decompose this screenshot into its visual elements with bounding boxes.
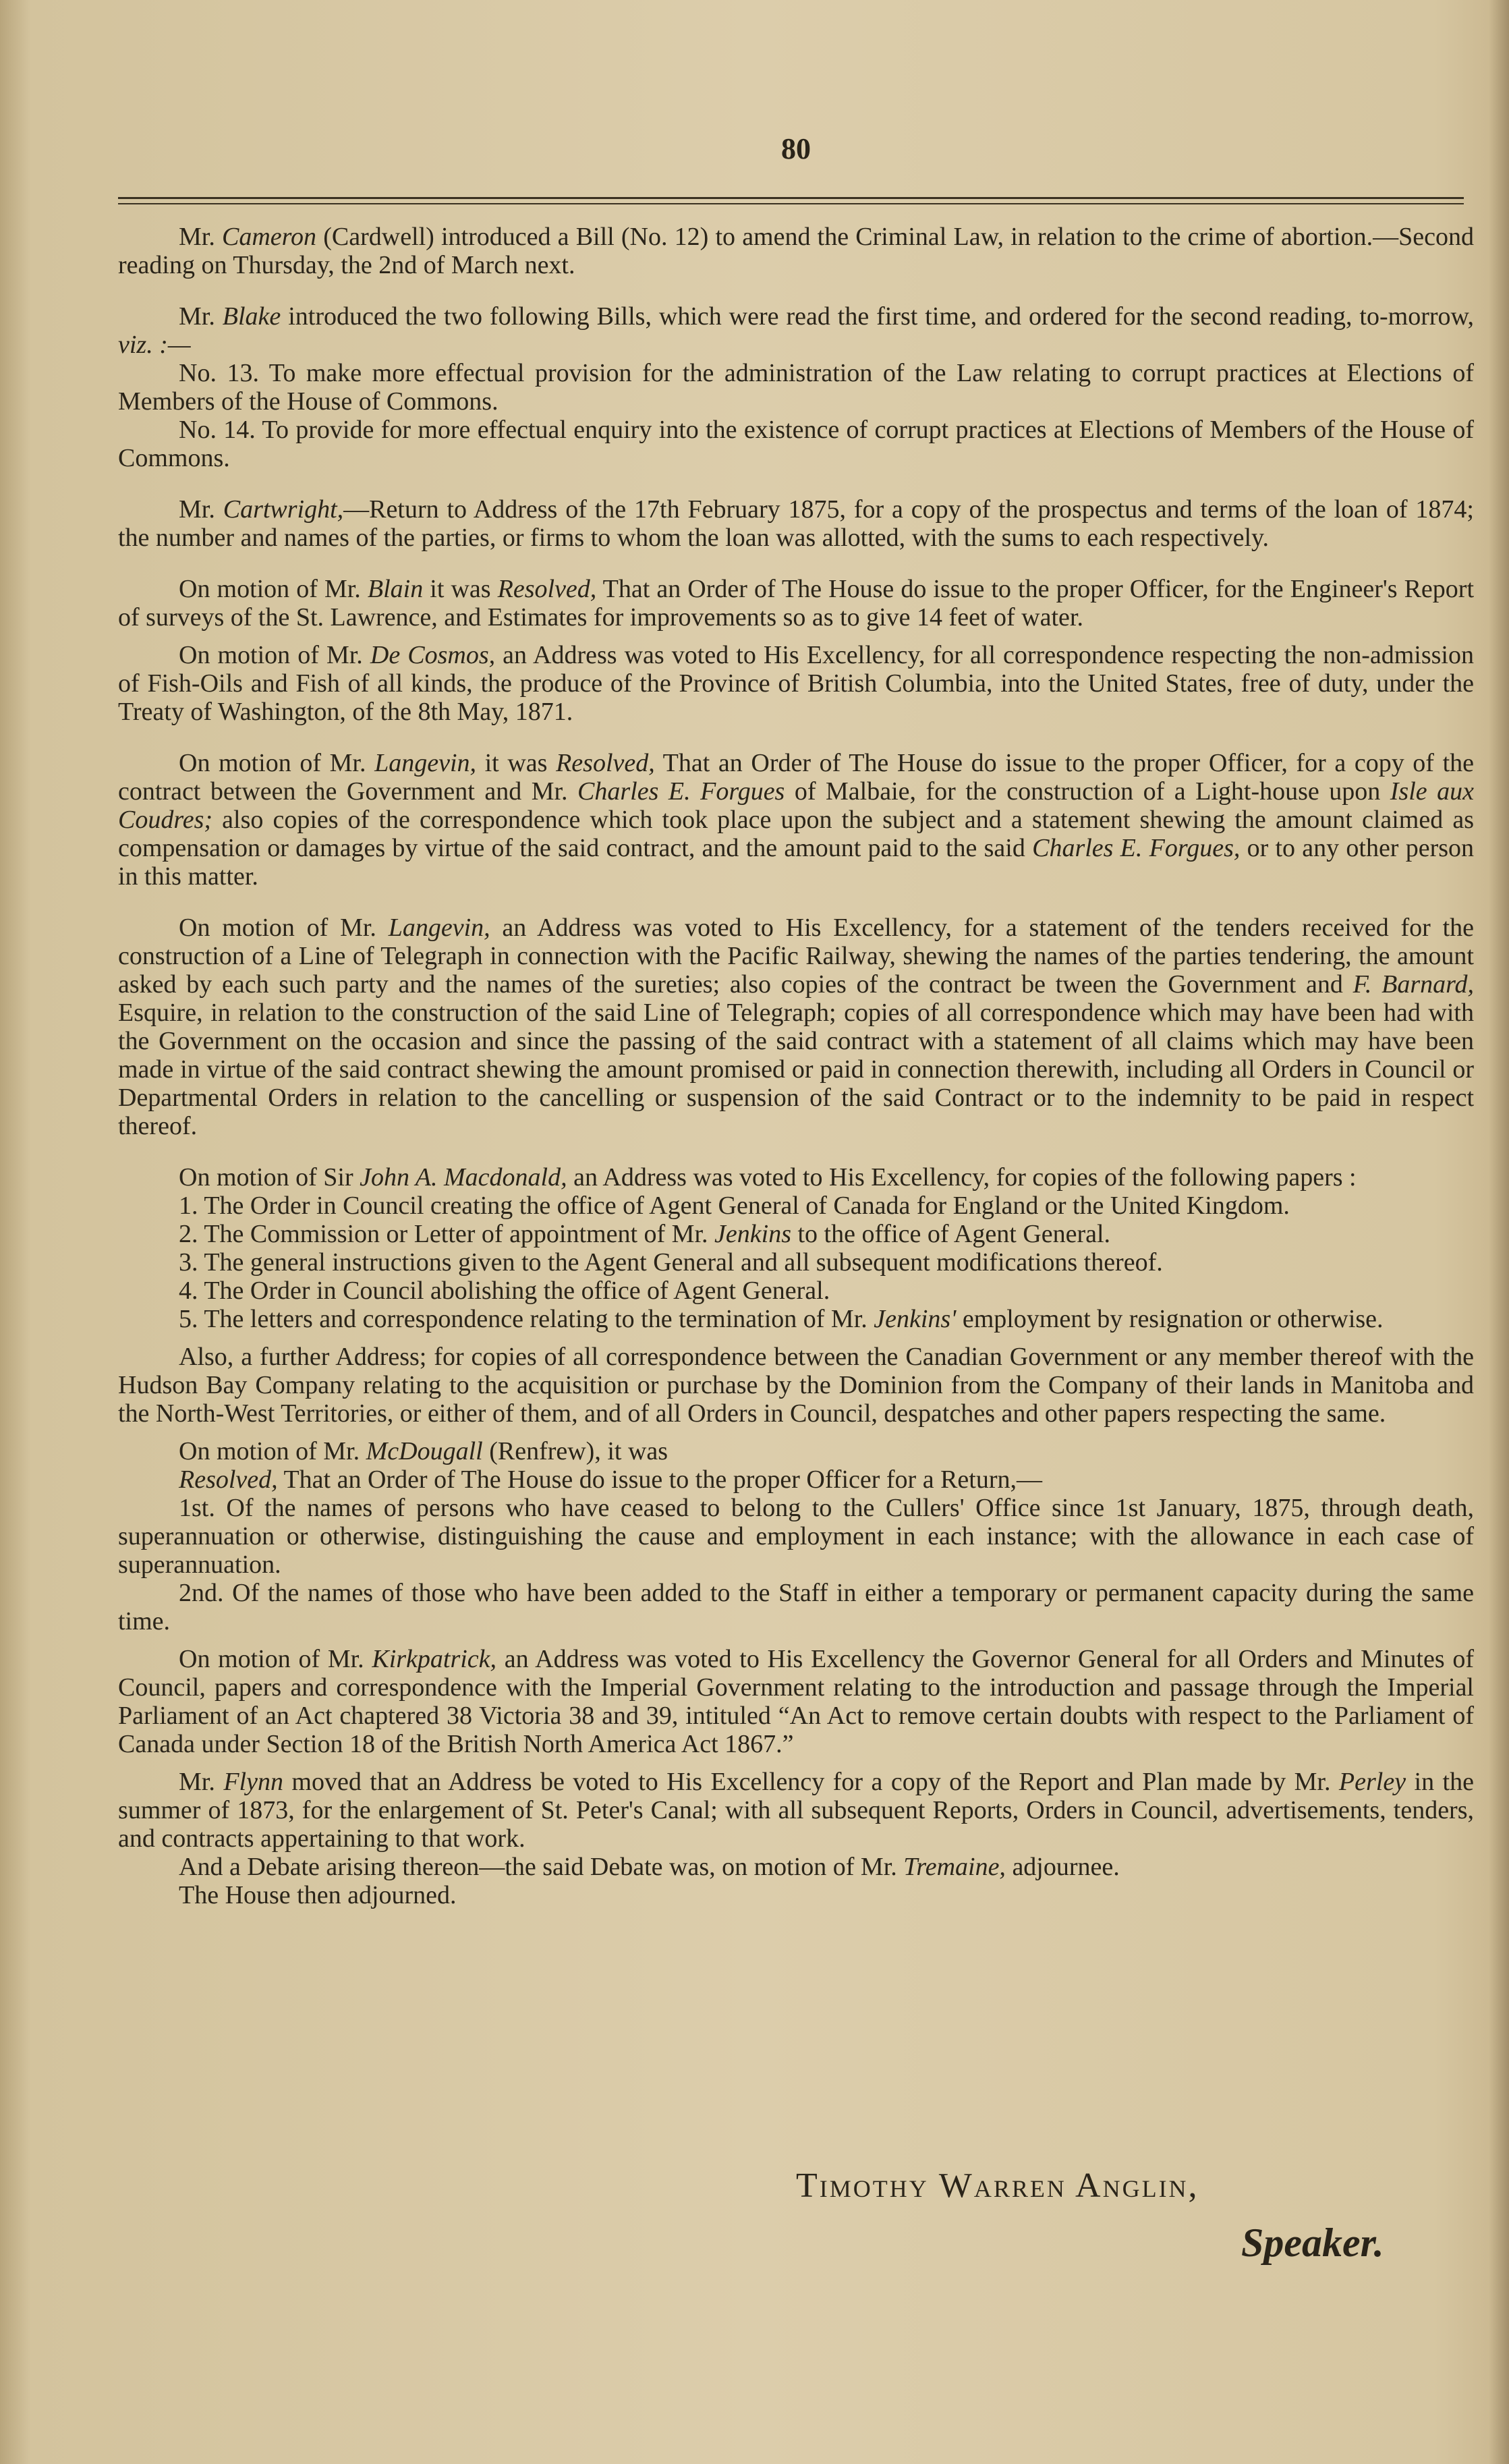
paragraph-langevin-lighthouse [118,749,1474,891]
paragraph-hudson-bay-address [118,1343,1474,1428]
text-run: On motion of Sir [179,1163,360,1192]
text-run: 2. The Commission or Letter of appointment of Mr. [179,1220,715,1248]
speaker-title: Speaker. [1241,2220,1384,2265]
text-run: to the office of Agent General. [791,1220,1111,1248]
journal-body [118,223,1474,1909]
text-run: That an Order of The House do issue to the proper Officer, for the Engineer's Report of surveys of the St. Lawrence, and Estimates for improvements so as to give 14 feet of water. [118,575,1475,632]
paragraph-return-first [118,1494,1474,1579]
italic-run: Langevin, [388,914,490,942]
text-run: adjournee. [1005,1853,1120,1881]
text-run: 1. The Order in Council creating the office of Agent General of Canada for England or the United Kingdom. [179,1192,1290,1220]
italic-run: McDougall [366,1437,483,1465]
list-item [118,1277,1474,1305]
text-run: introduced the two following Bills, which were read the first time, and ordered for the second reading, to-morrow, [281,302,1474,331]
text-run: 5. The letters and correspondence relating to the termination of Mr. [179,1305,874,1333]
italic-run: Charles E. Forgues, [1032,834,1241,862]
paragraph-mcdougall-motion [118,1437,1474,1465]
text-run: Mr. [179,223,223,251]
italic-run: Isle aux Coudres; [118,777,1474,834]
paragraph-blain-motion [118,575,1474,632]
paragraph-langevin-telegraph [118,914,1474,1140]
text-run: And a Debate arising thereon—the said Debate was, on motion of Mr. [179,1853,904,1881]
text-run: That an Order of The House do issue to the proper Officer for a Return,— [277,1465,1042,1494]
paragraph-de-cosmos-motion [118,641,1474,726]
text-run: an Address was voted to His Excellency the Governor General for all Orders and Minutes of Council, papers and correspondence with the Imperial Government relating to the introduction and passage through the Imperial Parliament of an Act chaptered 38 Victoria 38 and 39, intituled “An Act to remove certain doubts with respect to the Parliament of Canada under Section 18 of the British North America Act 1867.” [118,1645,1474,1758]
text-run: On motion of Mr. [179,575,368,603]
text-run: Mr. [179,495,223,524]
text-run: Mr. [179,302,223,331]
text-run: 3. The general instructions given to the Agent General and all subsequent modifications thereof. [179,1248,1163,1277]
text-run: On motion of Mr. [179,749,375,777]
text-run: Also, a further Address; for copies of all correspondence between the Canadian Government or any member thereof with the Hudson Bay Company relating to the acquisition or purchase by the Dominion from the Company of their lands in Manitoba and the North-West Territories, or either of them, and of all Orders in Council, despatches and other papers respecting the same. [118,1343,1474,1428]
list-item [118,1248,1474,1277]
italic-run: Blake [222,302,281,331]
text-run: On motion of Mr. [179,1645,372,1673]
text-run: an Address was voted to His Excellency, for copies of the following papers : [567,1163,1357,1192]
text-run: it was [476,749,557,777]
text-run: On motion of Mr. [179,641,370,669]
speaker-name: Timothy Warren Anglin, [796,2166,1199,2205]
italic-run: Resolved, [556,749,655,777]
text-run: (Renfrew), it was [482,1437,668,1465]
page-number: 80 [781,132,811,165]
paragraph-resolved-return [118,1465,1474,1494]
header-rule-secondary [118,203,1464,204]
italic-run: Cameron [222,223,317,251]
italic-run: John A. Macdonald, [360,1163,567,1192]
paragraph-flynn-motion [118,1768,1474,1853]
italic-run: Resolved, [179,1465,278,1494]
text-run: The House then adjourned. [179,1881,457,1909]
paragraph-macdonald-address [118,1163,1474,1192]
italic-run: Blain [367,575,424,603]
italic-run: Tremaine, [903,1853,1006,1881]
text-run: 1st. Of the names of persons who have ceased to belong to the Cullers' Office since 1st January, 1875, through death, superannuation or otherwise, distinguishing the cause and employment in each instance; with the allowance in each case of superannuation. [118,1494,1474,1579]
paragraph-debate-adjourned [118,1853,1474,1881]
list-item [118,1220,1474,1248]
text-run: —Return to Address of the 17th February 1875, for a copy of the prospectus and terms of the loan of 1874; the number and names of the parties, or firms to whom the loan was allotted, with the sums to each respectively. [118,495,1474,552]
text-run: employment by resignation or otherwise. [956,1305,1384,1333]
list-item [118,1192,1474,1220]
italic-run: Langevin, [374,749,477,777]
text-run: in the summer of 1873, for the enlargement of St. Peter's Canal; with all subsequent Reports, Orders in Council, advertisements, tenders, and contracts appertaining to that work. [118,1768,1474,1853]
italic-run: Jenkins' [874,1305,957,1333]
italic-run: viz. :— [118,331,191,359]
text-run: also copies of the correspondence which took place upon the subject and a statement shewing the amount claimed as compensation or damages by virtue of the said contract, and the amount paid to the said [118,806,1474,862]
italic-run: Charles E. Forgues [577,777,785,806]
text-run: 4. The Order in Council abolishing the office of Agent General. [179,1277,830,1305]
italic-run: Kirkpatrick, [372,1645,497,1673]
paragraph-cameron-bill [118,223,1474,279]
header-rule [118,197,1464,199]
text-run: or to any other person in this matter. [118,834,1475,891]
text-run: an Address was voted to His Excellency, for a statement of the tenders received for the construction of a Line of Telegraph in connection with the Pacific Railway, shewing the names of the parties tendering, the amount asked by each such party and the names of the sureties; also copies of the contract be tween the Government and [118,914,1474,999]
text-run: On motion of Mr. [179,1437,366,1465]
text-run: That an Order of The House do issue to the proper Officer, for a copy of the contract between the Government and Mr. [118,749,1474,806]
text-run: Esquire, in relation to the construction of the said Line of Telegraph; copies of all correspondence which may have been had with the Government on the occasion and since the passing of the said contract with a statement of all claims which may have been made in virtue of the said contract shewing the amount promised or paid in connection therewith, including all Orders in Council or Departmental Orders in relation to the cancelling or suspension of the said Contract or to the indemnity to be paid in respect thereof. [118,999,1474,1140]
italic-run: Perley [1338,1768,1406,1796]
text-run: No. 14. To provide for more effectual enquiry into the existence of corrupt practices at Elections of Members of the House of Commons. [118,416,1474,472]
italic-run: De Cosmos, [370,641,496,669]
paragraph-house-adjourned [118,1881,1474,1909]
text-run: 2nd. Of the names of those who have been added to the Staff in either a temporary or permanent capacity during the same time. [118,1579,1474,1635]
paragraph-cartwright-return [118,495,1474,552]
paragraph-bill-14 [118,416,1474,472]
text-run: moved that an Address be voted to His Excellency for a copy of the Report and Plan made by Mr. [283,1768,1339,1796]
text-run: Mr. [179,1768,224,1796]
text-run: No. 13. To make more effectual provision for the administration of the Law relating to corrupt practices at Elections of Members of the House of Commons. [118,359,1474,416]
paragraph-kirkpatrick-address [118,1645,1474,1758]
text-run: (Cardwell) introduced a Bill (No. 12) to amend the Criminal Law, in relation to the crime of abortion.—Second reading on Thursday, the 2nd of March next. [118,223,1474,279]
page-edge-shadow [1489,0,1509,2464]
paragraph-blake-bills [118,302,1474,359]
text-run: it was [423,575,498,603]
italic-run: Jenkins [714,1220,791,1248]
italic-run: Cartwright, [223,495,344,524]
paragraph-bill-13 [118,359,1474,416]
italic-run: F. Barnard, [1353,970,1474,999]
list-item [118,1305,1474,1333]
paragraph-return-second [118,1579,1474,1635]
text-run: On motion of Mr. [179,914,389,942]
text-run: of Malbaie, for the construction of a Light-house upon [785,777,1390,806]
text-run: an Address was voted to His Excellency, for all correspondence respecting the non-admission of Fish-Oils and Fish of all kinds, the produce of the Province of British Columbia, into the United States, free of duty, under the Treaty of Washington, of the 8th May, 1871. [118,641,1474,726]
italic-run: Flynn [223,1768,283,1796]
italic-run: Resolved, [497,575,597,603]
